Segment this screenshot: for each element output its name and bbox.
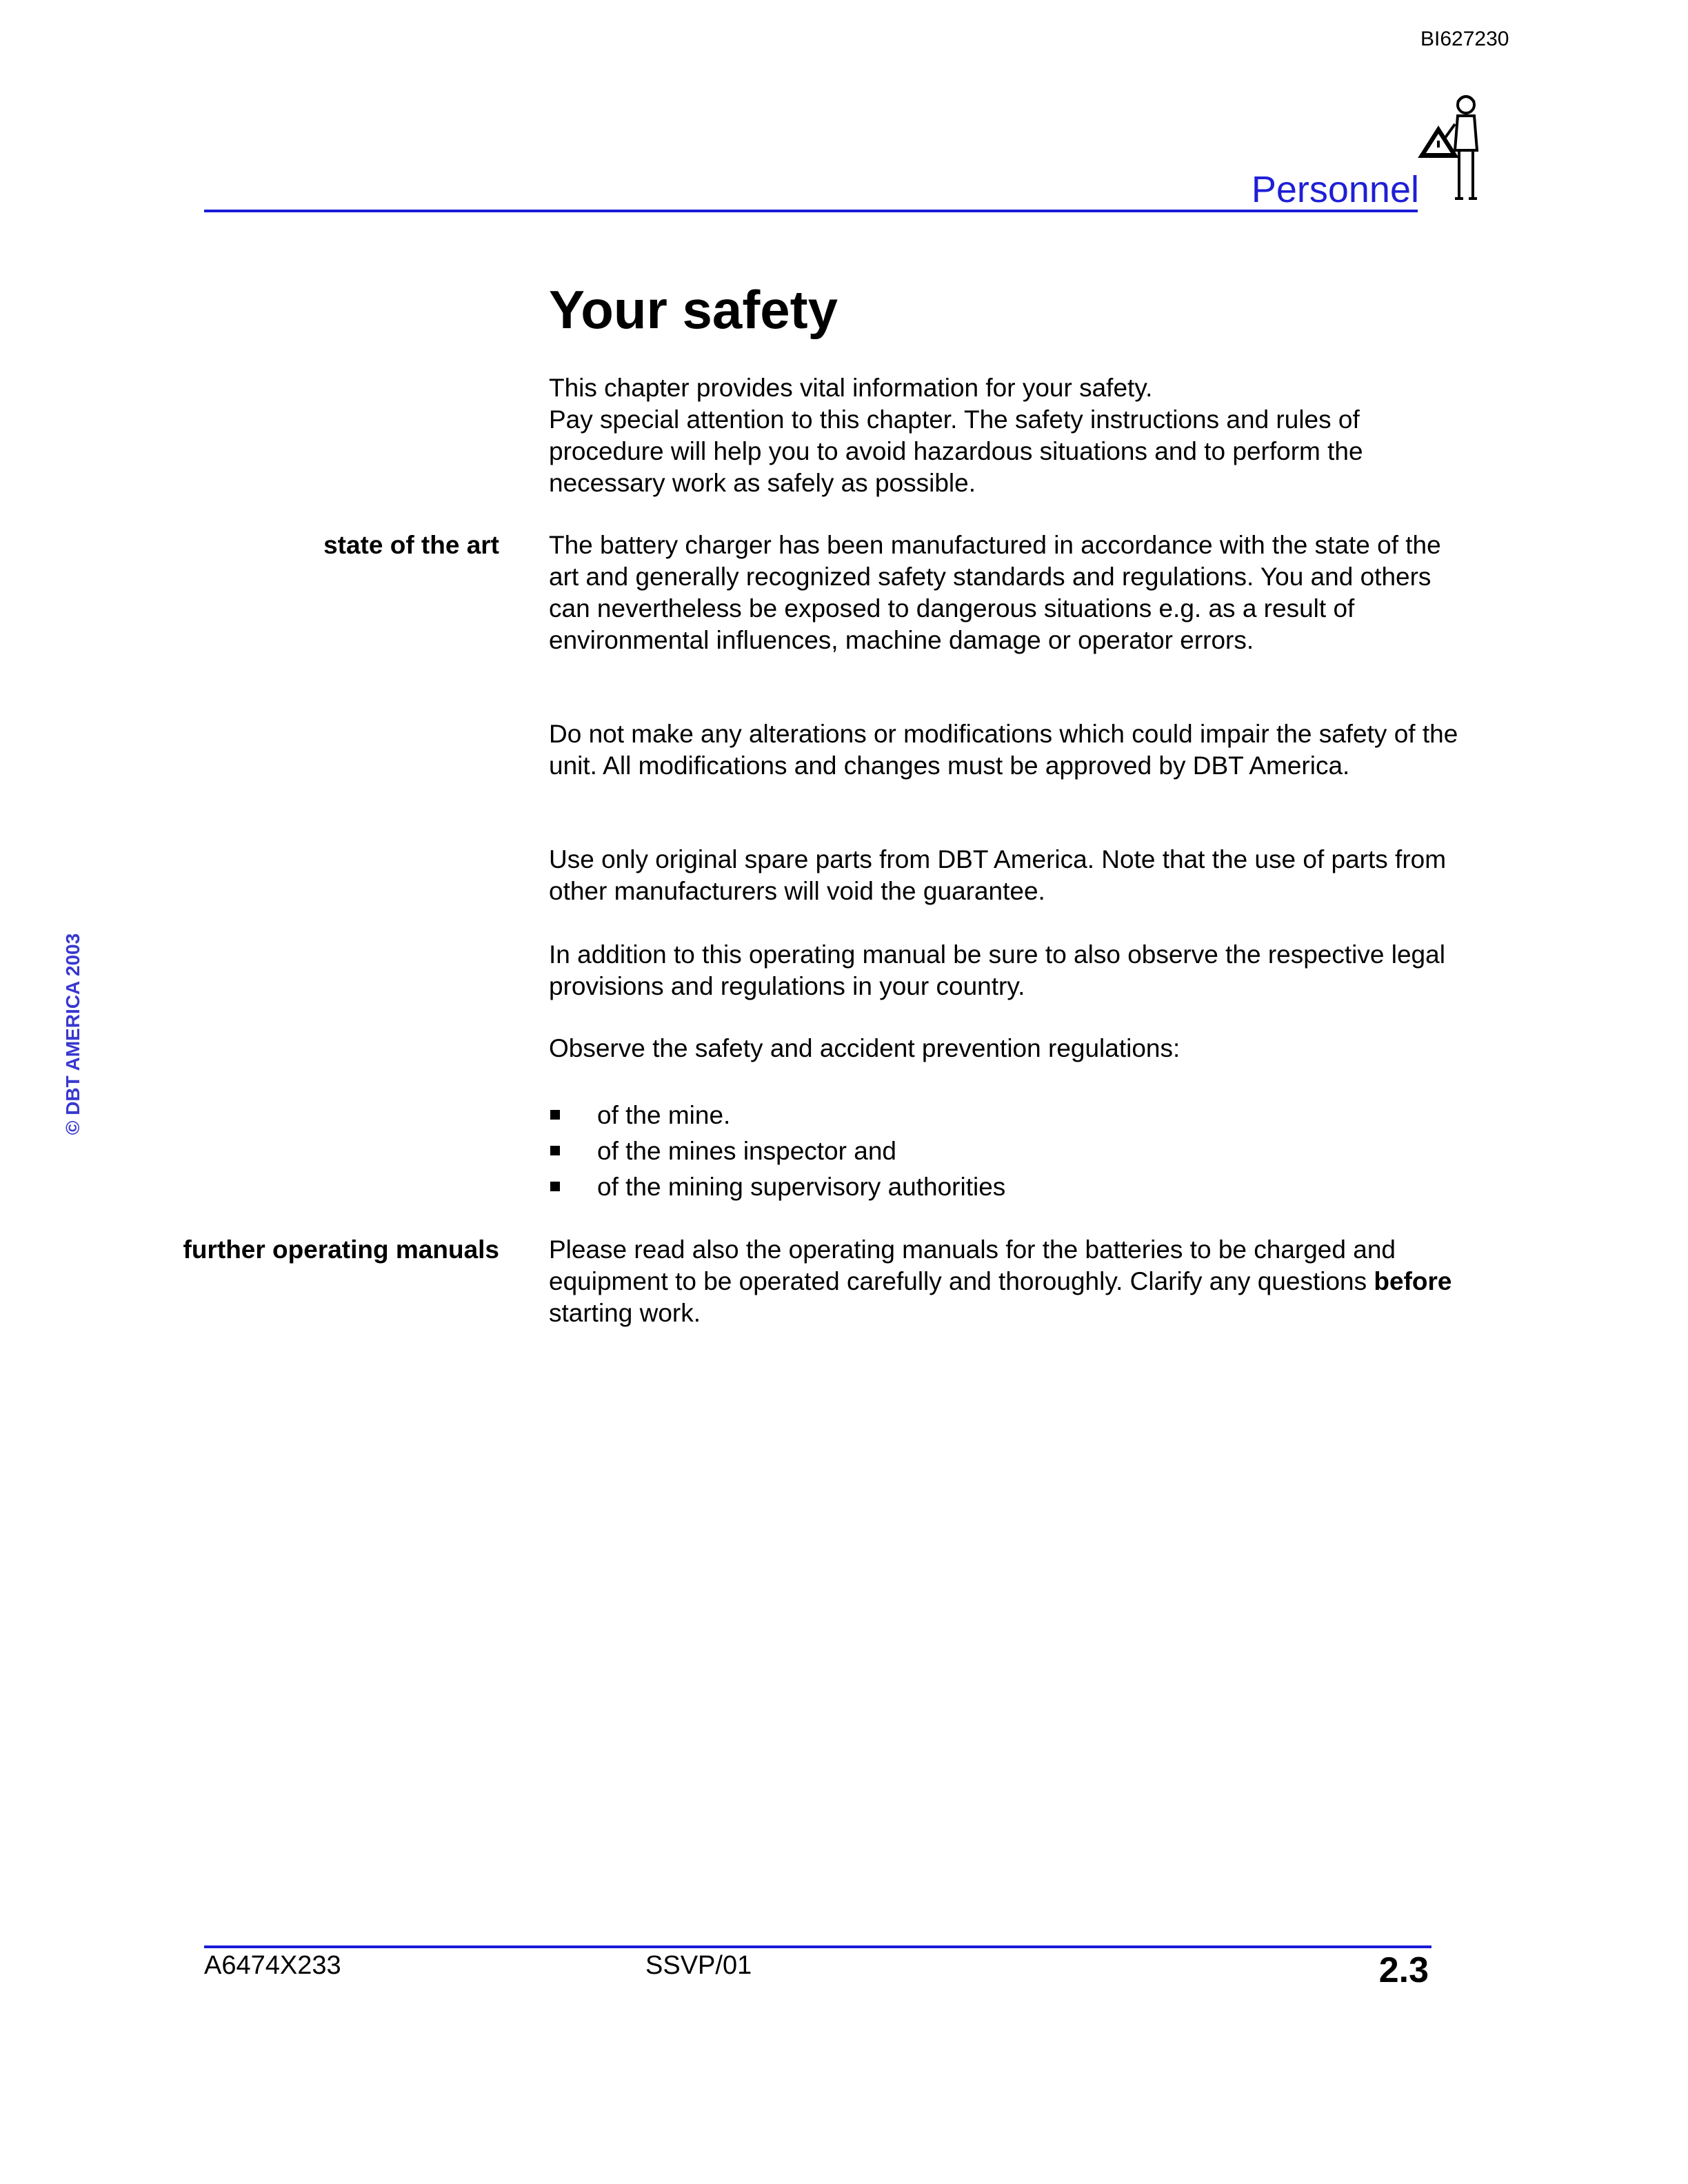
section-label: Personnel — [1251, 169, 1419, 210]
paragraph-legal-provisions: In addition to this operating manual be sure to also observe the respective legal provisions and regulations in your country. — [549, 940, 1445, 1000]
paragraph-modifications: Do not make any alterations or modifications which could impair the safety of the unit. All modifications and changes must be approved by DBT America. — [549, 720, 1458, 780]
header-rule — [204, 210, 1418, 212]
side-heading-state-of-art: state of the art — [323, 531, 499, 559]
paragraph-further-manuals: Please read also the operating manuals for the batteries to be charged and equipment to be operated carefully and thoroughly. Clarify any questions before starting work. — [549, 1235, 1452, 1327]
bullet-square-icon — [550, 1146, 560, 1155]
paragraph-spare-parts: Use only original spare parts from DBT America. Note that the use of parts from other manufacturers will void the guarantee. — [549, 845, 1447, 905]
side-heading-further-manuals: further operating manuals — [183, 1235, 499, 1264]
intro-line-2: Pay special attention to this chapter. The safety instructions and rules of procedure will help you to avoid hazardous situations and to perform the necessary work as safely as possible. — [549, 405, 1363, 497]
list-item: of the mine. — [549, 1098, 1005, 1133]
footer-doc-number: A6474X233 — [204, 1951, 341, 1980]
bullet-square-icon — [550, 1182, 560, 1191]
emphasis-before: before — [1374, 1267, 1452, 1295]
copyright-notice: © DBT AMERICA 2003 — [62, 933, 83, 1135]
page-number: 2.3 — [1378, 1950, 1429, 1990]
footer-rule — [204, 1945, 1431, 1948]
page-title: Your safety — [549, 279, 838, 340]
list-item: of the mining supervisory authorities — [549, 1169, 1005, 1205]
intro-line-1: This chapter provides vital information for your safety. — [549, 374, 1153, 402]
intro-paragraph — [549, 372, 1459, 499]
worker-with-warning-sign-icon — [1414, 88, 1496, 212]
paragraph-state-of-art: The battery charger has been manufactured in accordance with the state of the art and generally recognized safety standards and regulations. You and others can nevertheless be exposed to dangerous situations e.g. as a result of environmental influences, machine damage or operator errors. — [549, 531, 1441, 654]
regulations-list — [549, 1098, 1005, 1205]
footer-revision: SSVP/01 — [645, 1951, 752, 1980]
bullet-square-icon — [550, 1110, 560, 1120]
list-item: of the mines inspector and — [549, 1133, 1005, 1169]
document-id: BI627230 — [1420, 28, 1509, 50]
paragraph-regulations-intro: Observe the safety and accident prevention regulations: — [549, 1034, 1180, 1062]
